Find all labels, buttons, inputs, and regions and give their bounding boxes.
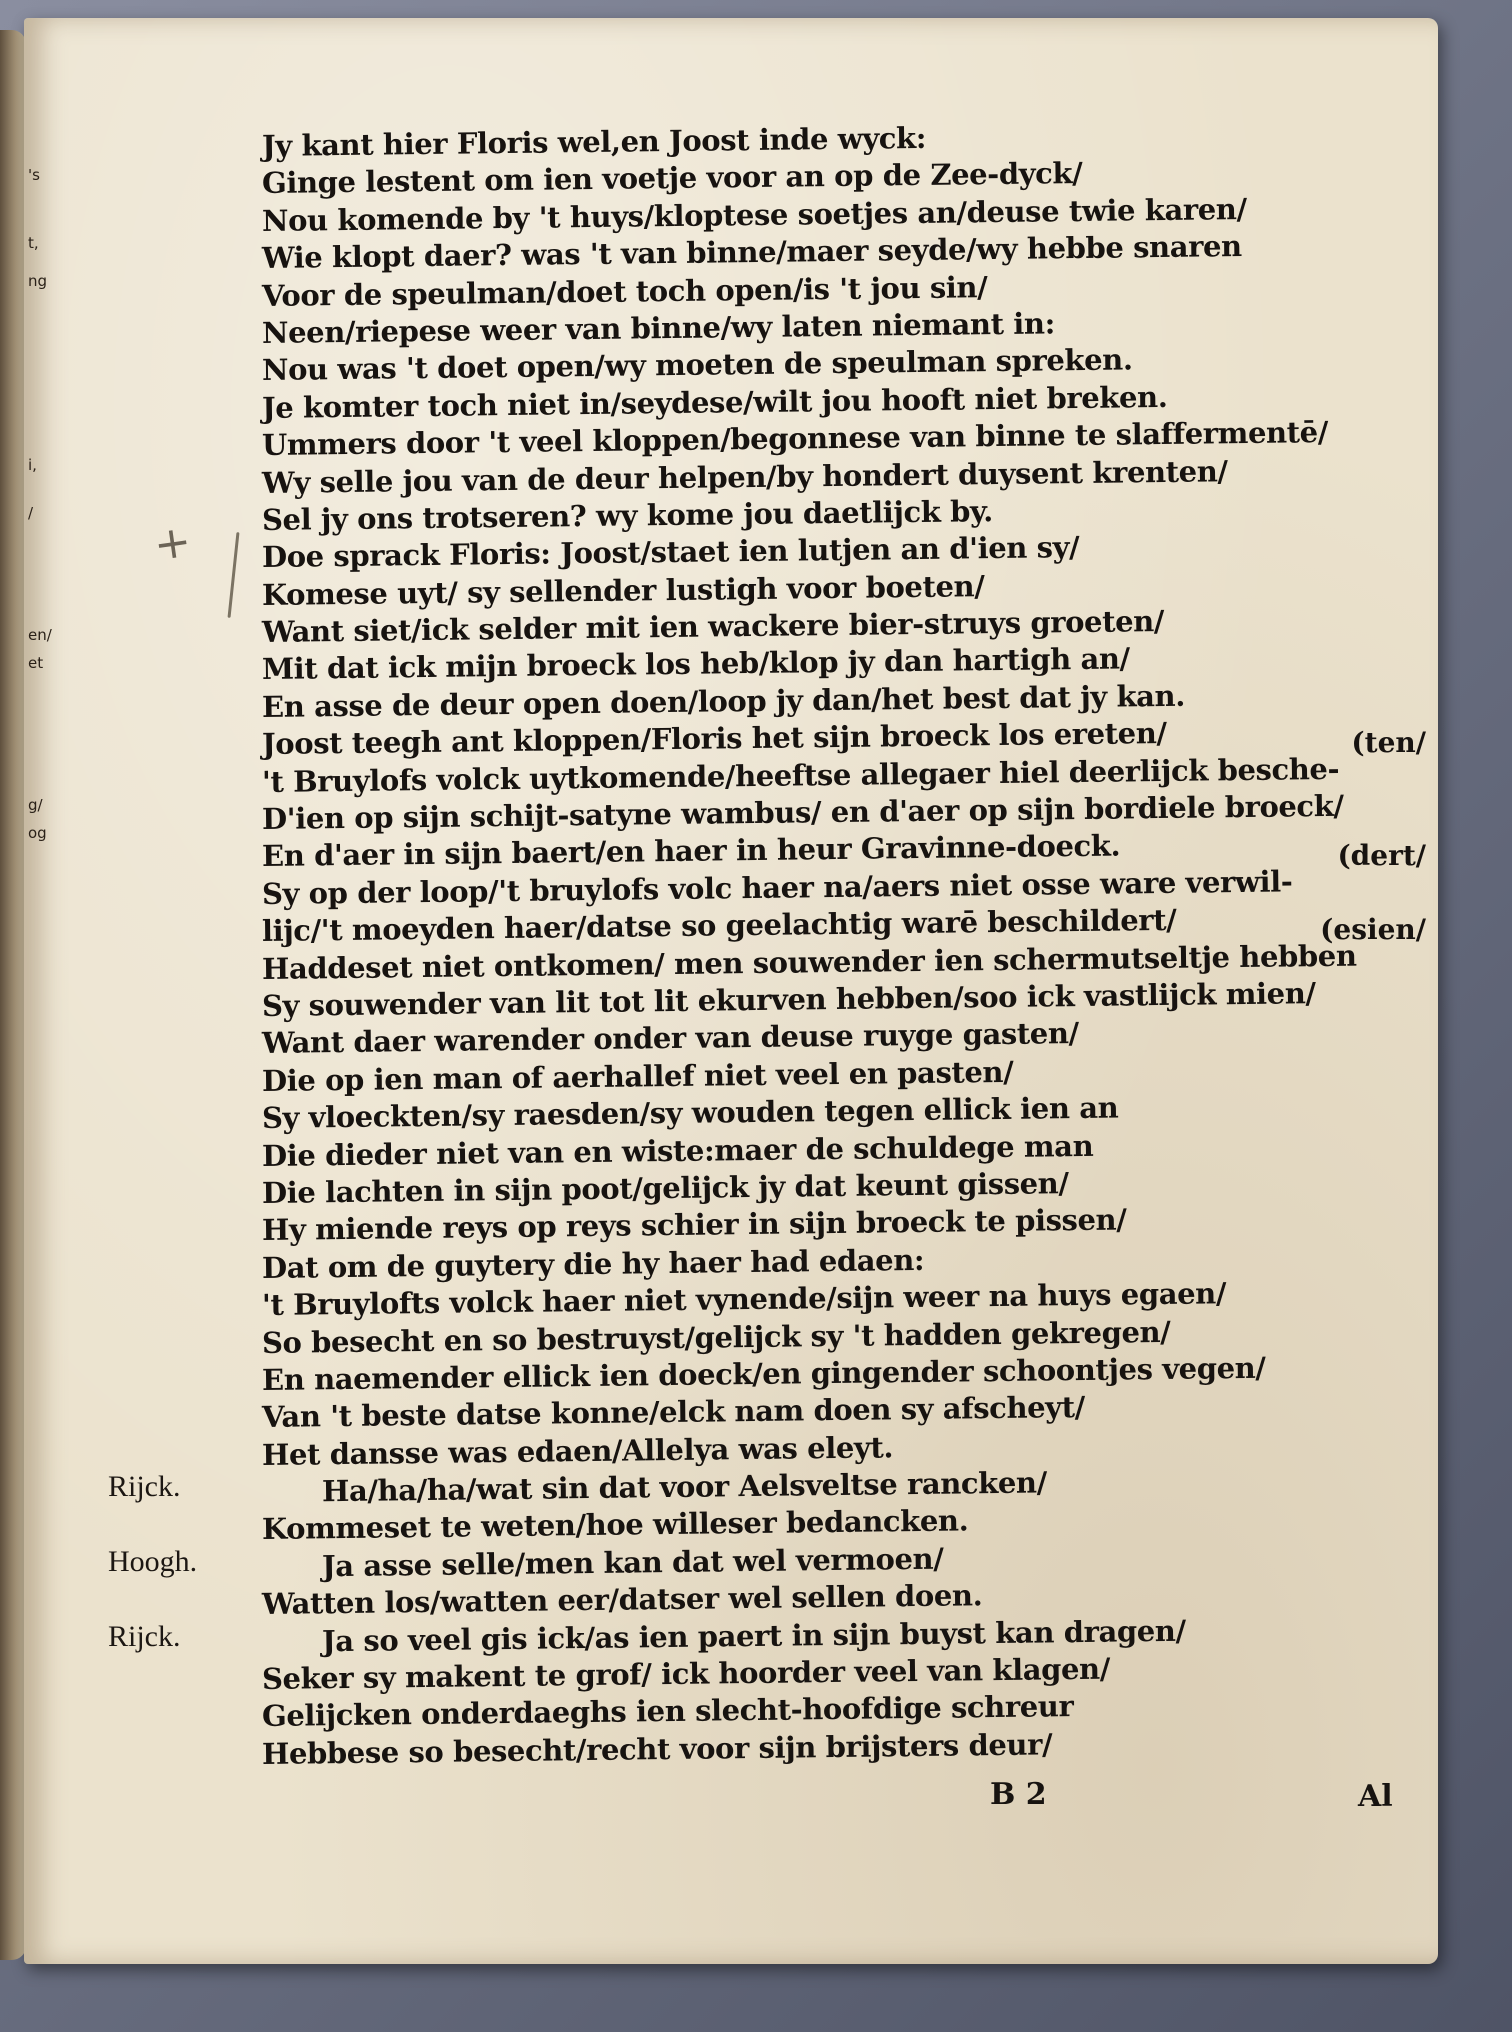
verse-line: 't Bruylofts volck haer niet vynende/sijn weer na huys egaen/ (261, 1276, 1227, 1323)
line-continuation: (dert/ (1337, 838, 1426, 872)
pencil-cross-mark: + (150, 515, 195, 572)
verse-line: Want siet/ick selder mit ien wackere bier-struys groeten/ (261, 604, 1165, 650)
verse-text-block (261, 120, 1434, 1773)
verse-line: Nou was 't doet open/wy moeten de speulman spreken. (261, 342, 1133, 388)
verse-line: Ginge lestent om ien voetje voor an op de Zee-dyck/ (261, 156, 1083, 201)
verse-line: Van 't beste datse konne/elck nam doen sy afscheyt/ (261, 1390, 1086, 1435)
verse-line: Wie klopt daer? was 't van binne/maer seyde/wy hebbe snaren (261, 229, 1242, 276)
verse-line: Want daer warender onder van deuse ruyge gasten/ (261, 1016, 1079, 1061)
verse-line: Mit dat ick mijn broeck los heb/klop jy dan hartigh an/ (261, 641, 1130, 687)
verse-line: Hebbese so besecht/recht voor sijn brijsters deur/ (261, 1727, 1053, 1771)
verse-line: Je komter toch niet in/seydese/wilt jou hooft niet breken. (261, 379, 1168, 425)
verse-line: Die dieder niet van en wiste:maer de schuldege man (261, 1128, 1094, 1173)
verse-line: Sy op der loop/'t bruylofs volc haer na/aers niet osse ware verwil- (261, 864, 1293, 911)
verse-line: Gelijcken onderdaeghs ien slecht-hoofdige schreur (261, 1689, 1074, 1734)
edge-text-fragment: en/ (28, 626, 52, 644)
verse-line: So besecht en so bestruyst/gelijck sy 't hadden gekregen/ (261, 1314, 1171, 1360)
edge-text-fragment: og (28, 824, 47, 842)
verse-line: Doe sprack Floris: Joost/staet ien lutjen an d'ien sy/ (261, 530, 1080, 575)
verse-line: Sy vloeckten/sy raesden/sy wouden tegen ellick ien an (261, 1090, 1119, 1136)
book-page (24, 18, 1438, 1964)
speaker-label: Rijck. (108, 1470, 181, 1504)
verse-line: Sy souwender van lit tot lit ekurven hebben/soo ick vastlijck mien/ (261, 976, 1316, 1023)
verse-line: Sel jy ons trotseren? wy kome jou daetlijck by. (261, 493, 994, 537)
verse-line: Nou komende by 't huys/kloptese soetjes an/deuse twie karen/ (261, 191, 1247, 238)
verse-line: Komese uyt/ sy sellender lustigh voor boeten/ (261, 568, 985, 612)
edge-text-fragment: i, (28, 456, 37, 474)
verse-line: Hy miende reys op reys schier in sijn broeck te pissen/ (261, 1202, 1127, 1248)
verse-line: D'ien op sijn schijt-satyne wambus/ en d'aer op sijn bordiele broeck/ (261, 788, 1344, 837)
verse-line: Die lachten in sijn poot/gelijck jy dat keunt gissen/ (261, 1166, 1069, 1210)
edge-text-fragment: g/ (28, 796, 43, 814)
edge-text-fragment: ng (28, 272, 48, 290)
previous-page-edge (0, 30, 26, 1960)
edge-text-fragment: t, (28, 234, 39, 252)
line-continuation: (esien/ (1320, 913, 1426, 947)
verse-line: En d'aer in sijn baert/en haer in heur Gravinne-doeck. (261, 828, 1121, 874)
verse-line: En naemender ellick ien doeck/en gingender schoontjes vegen/ (261, 1350, 1266, 1397)
speaker-label: Hoogh. (108, 1545, 198, 1579)
line-continuation: (ten/ (1351, 726, 1426, 760)
verse-line: Neen/riepese weer van binne/wy laten niemant in: (261, 306, 1056, 350)
edge-text-fragment: et (28, 654, 44, 672)
verse-line: Wy selle jou van de deur helpen/by hondert duysent krenten/ (261, 453, 1228, 500)
verse-line: Voor de speulman/doet toch open/is 't jou sin/ (261, 269, 988, 313)
verse-line: Ha/ha/ha/wat sin dat voor Aelsveltse rancken/ (321, 1465, 1048, 1509)
verse-line: Joost teegh ant kloppen/Floris het sijn broeck los ereten/ (261, 716, 1167, 762)
verse-line: lijc/'t moeyden haer/datse so geelachtig warē beschildert/ (261, 903, 1177, 949)
verse-line: Jy kant hier Floris wel,en Joost inde wyck: (261, 120, 927, 163)
verse-line: Die op ien man of aerhallef niet veel en pasten/ (261, 1054, 1014, 1098)
verse-line: Seker sy makent te grof/ ick hoorder veel van klagen/ (261, 1651, 1111, 1697)
verse-line: 't Bruylofs volck uytkomende/heeftse allegaer hiel deerlijck besche- (261, 751, 1340, 799)
pencil-stroke-mark (228, 532, 240, 618)
verse-line: Watten los/watten eer/datser wel sellen doen. (261, 1578, 983, 1622)
verse-line: Het dansse was edaen/Allelya was eleyt. (261, 1429, 894, 1472)
verse-line: Ja so veel gis ick/as ien paert in sijn buyst kan dragen/ (321, 1613, 1186, 1658)
speaker-label: Rijck. (108, 1620, 181, 1653)
signature-mark: B 2 (990, 1777, 1047, 1812)
edge-text-fragment: / (28, 504, 34, 522)
verse-line: Haddeset niet ontkomen/ men souwender ien schermutseltje hebben (261, 938, 1357, 986)
catchword: Al (1358, 1779, 1393, 1814)
verse-line: Ja asse selle/men kan dat wel vermoen/ (321, 1541, 944, 1584)
verse-line: En asse de deur open doen/loop jy dan/het best dat jy kan. (261, 678, 1186, 724)
verse-line: Dat om de guytery die hy haer had edaen: (261, 1242, 925, 1285)
edge-text-fragment: 's (28, 166, 40, 184)
verse-line: Ummers door 't veel kloppen/begonnese van binne te slaffermentē/ (261, 415, 1329, 463)
verse-line: Kommeset te weten/hoe willeser bedancken. (261, 1503, 969, 1547)
